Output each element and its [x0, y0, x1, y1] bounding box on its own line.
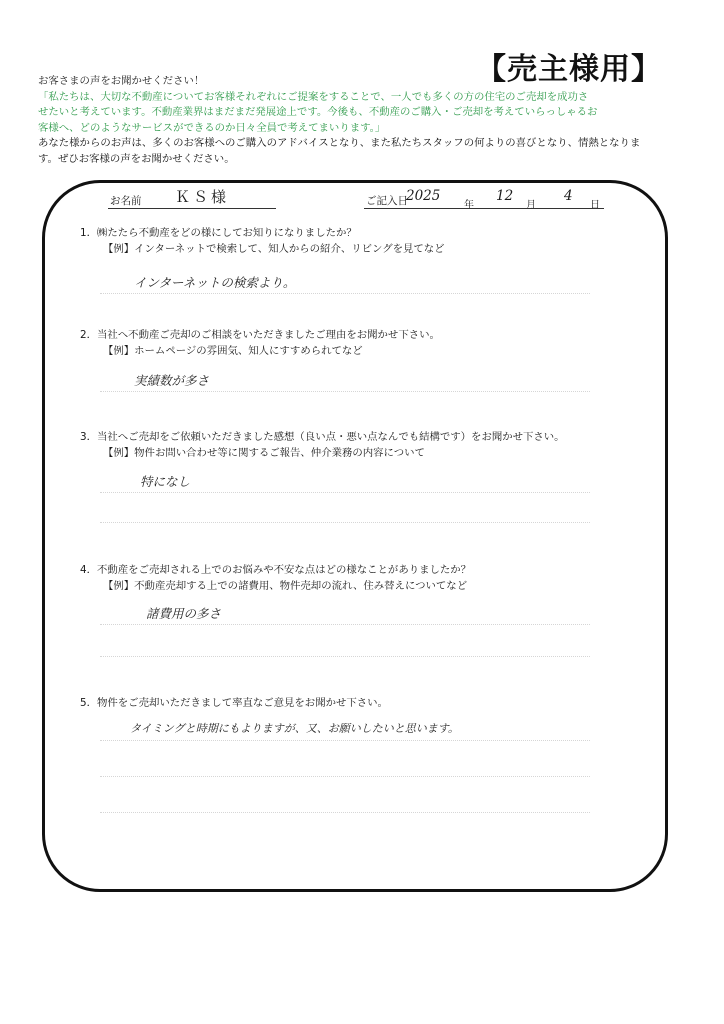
answer-rule	[100, 492, 590, 493]
answer-rule	[100, 740, 590, 741]
answer-rule	[100, 391, 590, 392]
intro-line: せたいと考えています。不動産業界はまだまだ発展途上です。今後も、不動産のご購入・ご売却を考えていらっしゃるお	[38, 106, 598, 118]
date-day: 4	[564, 188, 573, 204]
date-label: ご記入日	[366, 195, 408, 207]
name-underline	[108, 208, 276, 209]
intro-text	[38, 74, 690, 167]
answer-rule	[100, 624, 590, 625]
date-underline	[364, 208, 604, 209]
intro-line: 客様へ、どのようなサービスができるのか日々全員で考えてまいります。」	[38, 121, 386, 134]
name-label: お名前	[110, 195, 142, 207]
date-year: 2025	[406, 188, 441, 204]
answer-2: 実績数が多さ	[134, 373, 210, 388]
example-1: 【例】インターネットで検索して、知人からの紹介、リビングを見てなど	[103, 243, 445, 255]
date-month-unit: 月	[526, 200, 536, 211]
answer-rule	[100, 812, 590, 813]
intro-line: あなた様からのお声は、多くのお客様へのご購入のアドバイスとなり、また私たちスタッフの何よりの喜びとなり、情熱となりま	[38, 137, 641, 149]
intro-line: お客さまの声をお聞かせください！	[38, 75, 205, 87]
example-2: 【例】ホームページの雰囲気、知人にすすめられてなど	[103, 345, 363, 357]
answer-rule	[100, 776, 590, 777]
question-1: 1．㈱たたら不動産をどの様にしてお知りになりましたか？	[80, 227, 357, 239]
question-5: 5．物件をご売却いただきまして率直なご意見をお聞かせ下さい。	[80, 697, 388, 709]
answer-rule	[100, 522, 590, 523]
question-4: 4．不動産をご売却される上でのお悩みや不安な点はどの様なことがありましたか？	[80, 564, 472, 576]
answer-4: 諸費用の多さ	[146, 606, 222, 621]
answer-1: インターネットの検索より。	[134, 275, 296, 290]
name-value: ＫＳ様	[175, 188, 230, 206]
date-year-unit: 年	[464, 200, 474, 211]
question-2: 2．当社へ不動産ご売却のご相談をいただきましたご理由をお聞かせ下さい。	[80, 329, 440, 341]
intro-line: 「私たちは、大切な不動産についてお客様それぞれにご提案をすることで、一人でも多くの方の住宅のご売却を成功さ	[38, 90, 589, 103]
example-4: 【例】不動産売却する上での諸費用、物件売却の流れ、住み替えについてなど	[103, 580, 468, 592]
answer-3: 特になし	[140, 474, 191, 489]
example-3: 【例】物件お問い合わせ等に関するご報告、仲介業務の内容について	[103, 447, 425, 459]
date-day-unit: 日	[590, 200, 600, 211]
question-3: 3．当社へご売却をご依頼いただきました感想（良い点・悪い点なんでも結構です）をお聞かせ下さい。	[80, 431, 565, 443]
page-title: 【売主様用】	[476, 52, 662, 87]
answer-rule	[100, 656, 590, 657]
answer-5: タイミングと時期にもよりますが、又、お願いしたいと思います。	[130, 722, 459, 735]
answer-rule	[100, 293, 590, 294]
date-month: 12	[496, 188, 514, 204]
intro-line: す。ぜひお客様の声をお聞かせください。	[38, 152, 235, 165]
